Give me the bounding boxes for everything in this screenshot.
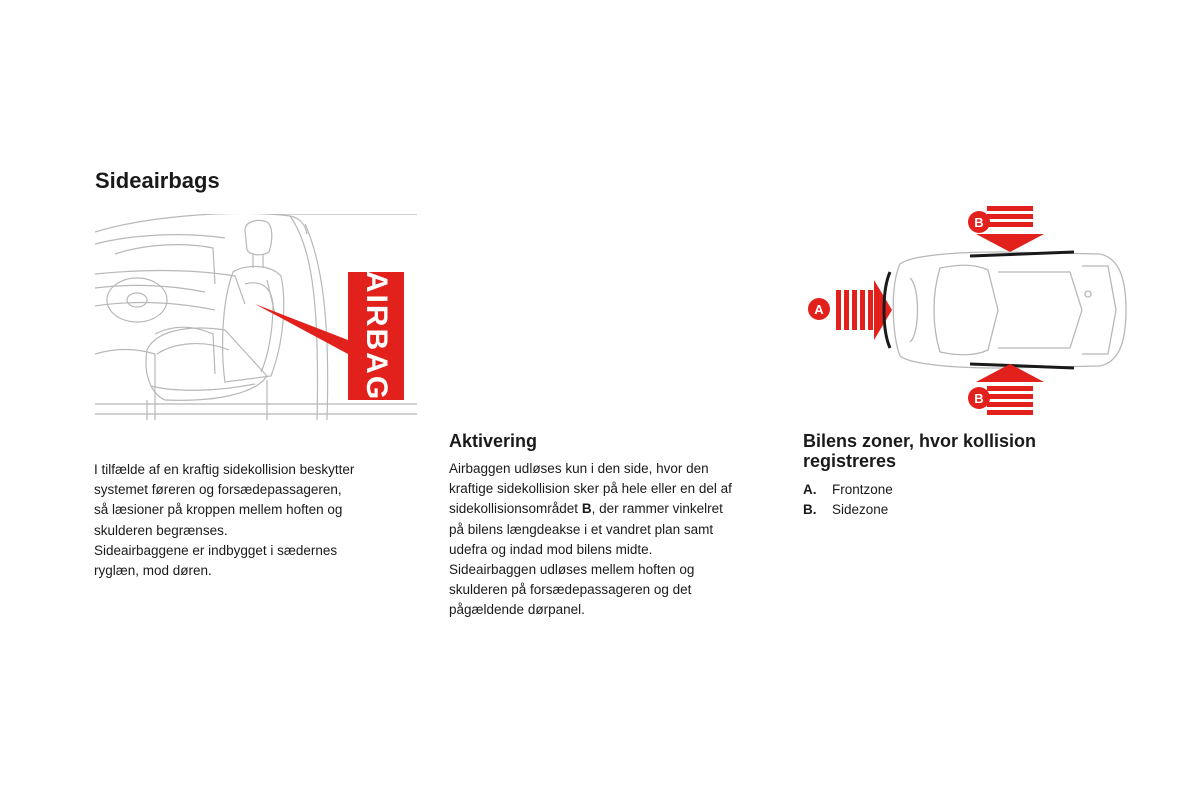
airbag-label-text: AIRBAG [360,270,393,402]
zones-heading [803,431,1133,471]
zone-b-bottom-label: B [974,391,984,406]
text-line: kraftige sidekollision sker på hele eller en del af [449,481,732,497]
activation-heading: Aktivering [449,431,538,451]
activation-paragraph [449,459,779,621]
legend-item [803,480,1133,500]
page-title: Sideairbags [95,168,220,193]
text-line: på bilens længdeakse i et vandret plan samt [449,521,714,537]
text-line: udefra og indad mod bilens midte. [449,541,653,557]
zone-b-top-label: B [974,215,984,230]
text-segment: , der rammer vinkelret [591,501,723,517]
zones-heading-line2: registreres [803,451,897,471]
zones-heading-line1: Bilens zoner, hvor kollision [803,431,1037,451]
side-impact-arrow-bottom [976,364,1044,415]
zone-b-bottom-marker [968,387,990,409]
legend-label: Sidezone [832,502,889,518]
zone-borders [884,252,1074,368]
text-segment: sidekollisionsområdet [449,501,582,517]
text-line: skulderen begrænses. [94,522,228,538]
airbag-label [348,272,404,400]
text-line: skulderen på forsædepassageren og det [449,582,692,598]
text-line: Sideairbaggene er indbygget i sædernes [94,542,338,558]
legend-key: A. [803,482,817,497]
car-outline [893,252,1126,368]
zone-b-top-marker [968,211,990,233]
text-line: systemet føreren og forsædepassageren, [94,482,342,498]
legend-key: B. [803,502,817,518]
text-line-with-bold [449,499,779,519]
text-line: ryglæn, mod døren. [94,563,212,579]
text-line: Sideairbaggen udløses mellem hoften og [449,562,695,578]
text-line: pågældende dørpanel. [449,602,585,618]
text-line: så læsioner på kroppen mellem hoften og [94,502,343,518]
legend-label: Frontzone [832,482,893,497]
car-zones-illustration [800,206,1130,421]
legend-item [803,500,1133,520]
text-line: Airbaggen udløses kun i den side, hvor den [449,461,709,476]
zone-a-marker [808,298,830,320]
text-line: I tilfælde af en kraftig sidekollision beskytter [94,462,355,477]
zone-a-label: A [814,302,824,317]
zones-legend [803,480,1133,520]
intro-paragraph [94,460,404,581]
zone-b-reference: B [581,501,592,517]
